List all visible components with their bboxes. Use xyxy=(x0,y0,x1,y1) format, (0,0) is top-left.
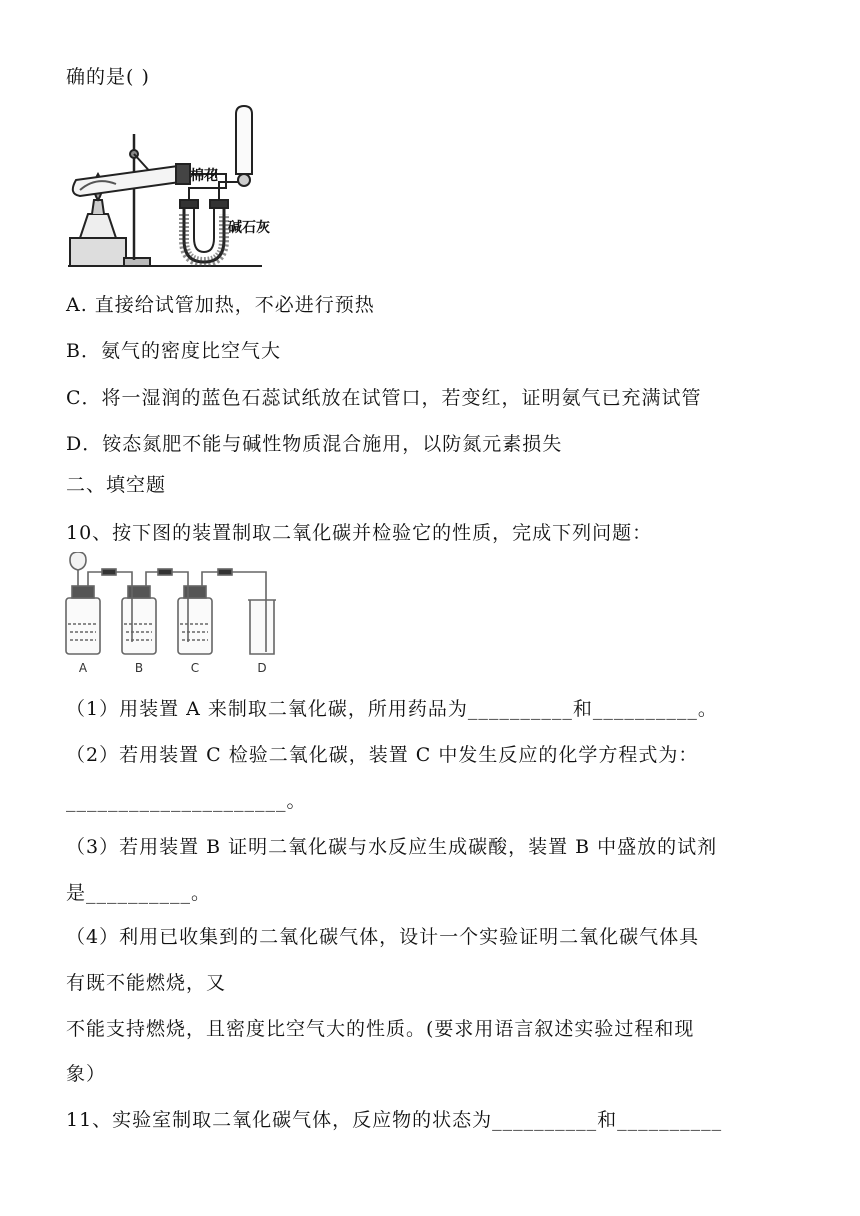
q10-part-4: （4）利用已收集到的二氧化碳气体，设计一个实验证明二氧化碳气体具 xyxy=(66,926,700,948)
ammonia-apparatus-figure xyxy=(66,104,286,270)
q10-part-4-cont: 有既不能燃烧，又 xyxy=(66,972,227,994)
label-cotton: 棉花 xyxy=(190,168,218,184)
q9-option-a: A. 直接给试管加热，不必进行预热 xyxy=(66,294,375,316)
q11-stem: 11、实验室制取二氧化碳气体，反应物的状态为__________和__________ xyxy=(66,1109,723,1131)
q10-part-4-end: 象） xyxy=(66,1063,107,1085)
q10-part-3: （3）若用装置 B 证明二氧化碳与水反应生成碳酸，装置 B 中盛放的试剂 xyxy=(66,836,718,858)
label-d: D xyxy=(257,661,267,675)
q9-stem-tail: 确的是( ) xyxy=(66,66,150,88)
co2-apparatus-figure xyxy=(62,552,292,678)
label-soda-lime: 碱石灰 xyxy=(228,220,270,236)
q10-part-2-blank: _____________________。 xyxy=(66,790,307,812)
label-a: A xyxy=(78,661,88,675)
section-heading: 二、填空题 xyxy=(66,474,167,496)
label-b: B xyxy=(134,661,144,675)
q9-option-b: B．氨气的密度比空气大 xyxy=(66,340,281,362)
label-c: C xyxy=(190,661,200,675)
q9-option-d: D．铵态氮肥不能与碱性物质混合施用，以防氮元素损失 xyxy=(66,433,563,455)
q10-stem: 10、按下图的装置制取二氧化碳并检验它的性质，完成下列问题： xyxy=(66,522,653,544)
q10-part-1: （1）用装置 A 来制取二氧化碳，所用药品为__________和__________。 xyxy=(66,698,718,720)
q9-option-c: C．将一湿润的蓝色石蕊试纸放在试管口，若变红，证明氨气已充满试管 xyxy=(66,387,702,409)
q10-part-4-cont2: 不能支持燃烧，且密度比空气大的性质。(要求用语言叙述实验过程和现 xyxy=(66,1018,695,1040)
q10-part-2: （2）若用装置 C 检验二氧化碳，装置 C 中发生反应的化学方程式为： xyxy=(66,744,699,766)
q10-part-3-blank: 是__________。 xyxy=(66,882,212,904)
